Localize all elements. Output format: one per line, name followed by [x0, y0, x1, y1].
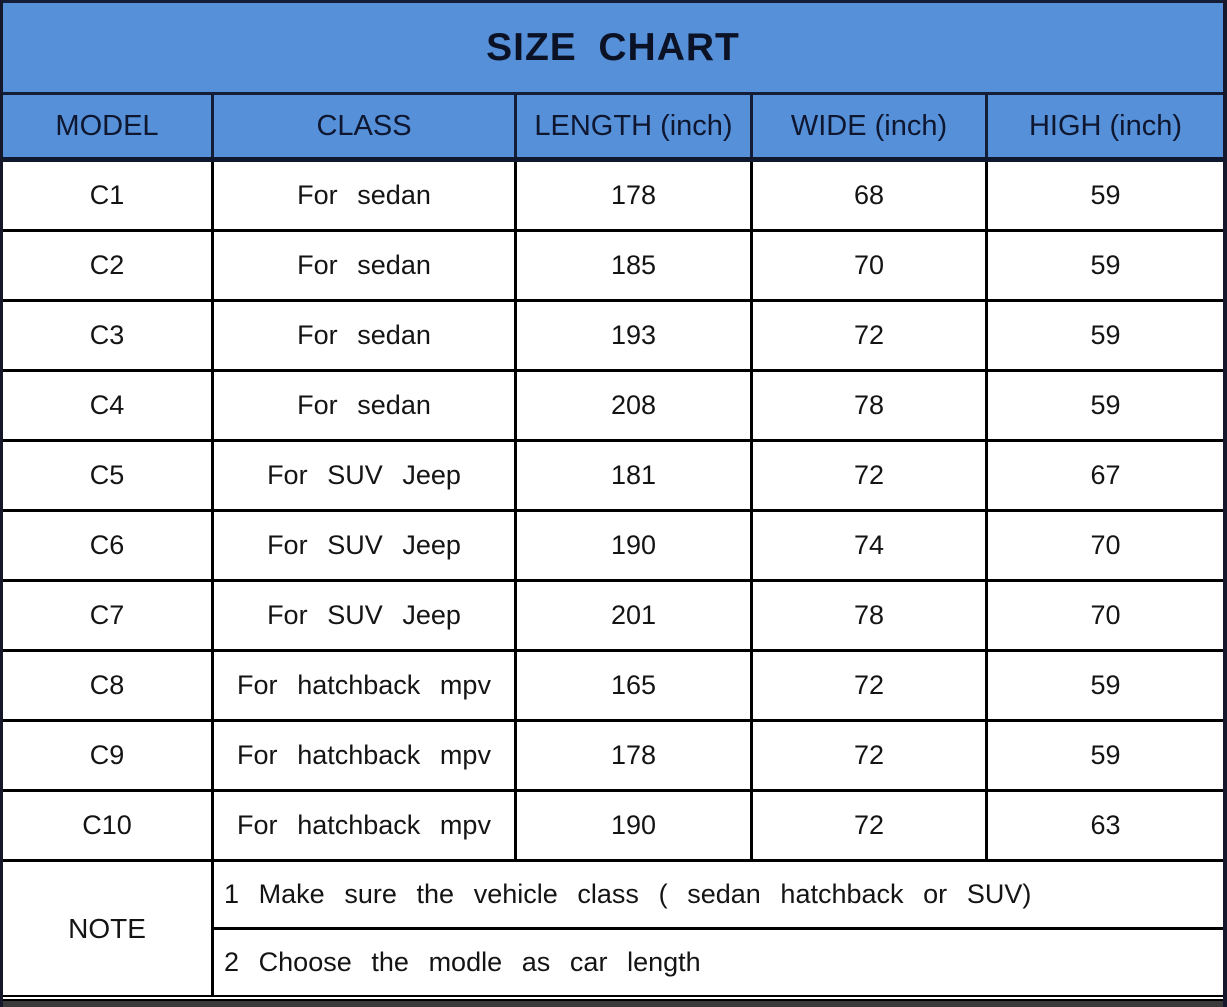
header-length: LENGTH (inch) [517, 95, 753, 157]
table-title-banner [3, 0, 1223, 95]
cell-model: C5 [3, 442, 214, 509]
cell-model: C1 [3, 162, 214, 229]
header-wide: WIDE (inch) [753, 95, 988, 157]
cell-wide: 70 [753, 232, 988, 299]
cell-length: 193 [517, 302, 753, 369]
cell-length: 190 [517, 792, 753, 859]
cell-model: C8 [3, 652, 214, 719]
cell-wide: 72 [753, 302, 988, 369]
cell-class: For hatchback mpv [214, 722, 517, 789]
cell-class: For hatchback mpv [214, 652, 517, 719]
cell-wide: 78 [753, 582, 988, 649]
cell-model: C4 [3, 372, 214, 439]
table-row [3, 162, 1223, 232]
table-header-row [3, 95, 1223, 162]
photo-edge-strip [3, 1001, 1223, 1007]
cell-class: For SUV Jeep [214, 512, 517, 579]
cell-wide: 72 [753, 722, 988, 789]
cell-wide: 68 [753, 162, 988, 229]
table-row [3, 652, 1223, 722]
table-row [3, 302, 1223, 372]
note-section [3, 862, 1223, 1001]
cell-high: 63 [1090, 810, 1121, 840]
cell-high: 59 [1090, 180, 1121, 210]
cell-model: C9 [3, 722, 214, 789]
cell-length: 190 [517, 512, 753, 579]
header-model: MODEL [3, 95, 214, 157]
note-line-2: 2 Choose the modle as car length [224, 947, 701, 977]
cell-length: 178 [517, 722, 753, 789]
cell-length: 165 [517, 652, 753, 719]
cell-class: For SUV Jeep [214, 442, 517, 509]
cell-class: For SUV Jeep [214, 582, 517, 649]
cell-wide: 72 [753, 442, 988, 509]
cell-length: 208 [517, 372, 753, 439]
table-row [3, 582, 1223, 652]
table-row [3, 722, 1223, 792]
cell-high: 59 [1090, 670, 1121, 700]
cell-high: 59 [1090, 250, 1121, 280]
cell-high: 59 [1090, 320, 1121, 350]
table-row [3, 442, 1223, 512]
cell-high: 67 [1090, 460, 1121, 490]
cell-class: For sedan [214, 162, 517, 229]
cell-wide: 72 [753, 652, 988, 719]
cell-high: 59 [1090, 740, 1121, 770]
note-label: NOTE [3, 862, 214, 995]
table-row [3, 372, 1223, 442]
cell-wide: 78 [753, 372, 988, 439]
cell-model: C6 [3, 512, 214, 579]
note-line-1: 1 Make sure the vehicle class ( sedan hatchback or SUV) [214, 862, 1223, 930]
cell-high: 70 [1090, 530, 1121, 560]
cell-length: 201 [517, 582, 753, 649]
note-lines [214, 862, 1223, 995]
table-row [3, 792, 1223, 862]
cell-wide: 72 [753, 792, 988, 859]
cell-length: 178 [517, 162, 753, 229]
cell-length: 181 [517, 442, 753, 509]
cell-high: 70 [1090, 600, 1121, 630]
cell-class: For sedan [214, 372, 517, 439]
cell-model: C7 [3, 582, 214, 649]
cell-length: 185 [517, 232, 753, 299]
table-row [3, 232, 1223, 302]
cell-model: C2 [3, 232, 214, 299]
cell-class: For hatchback mpv [214, 792, 517, 859]
table-row [3, 512, 1223, 582]
cell-class: For sedan [214, 232, 517, 299]
cell-wide: 74 [753, 512, 988, 579]
cell-model: C10 [3, 792, 214, 859]
cell-high: 59 [1090, 390, 1121, 420]
page-title: SIZE CHART [486, 25, 740, 69]
cell-class: For sedan [214, 302, 517, 369]
header-high: HIGH (inch) [1028, 109, 1183, 142]
cell-model: C3 [3, 302, 214, 369]
header-class: CLASS [214, 95, 517, 157]
